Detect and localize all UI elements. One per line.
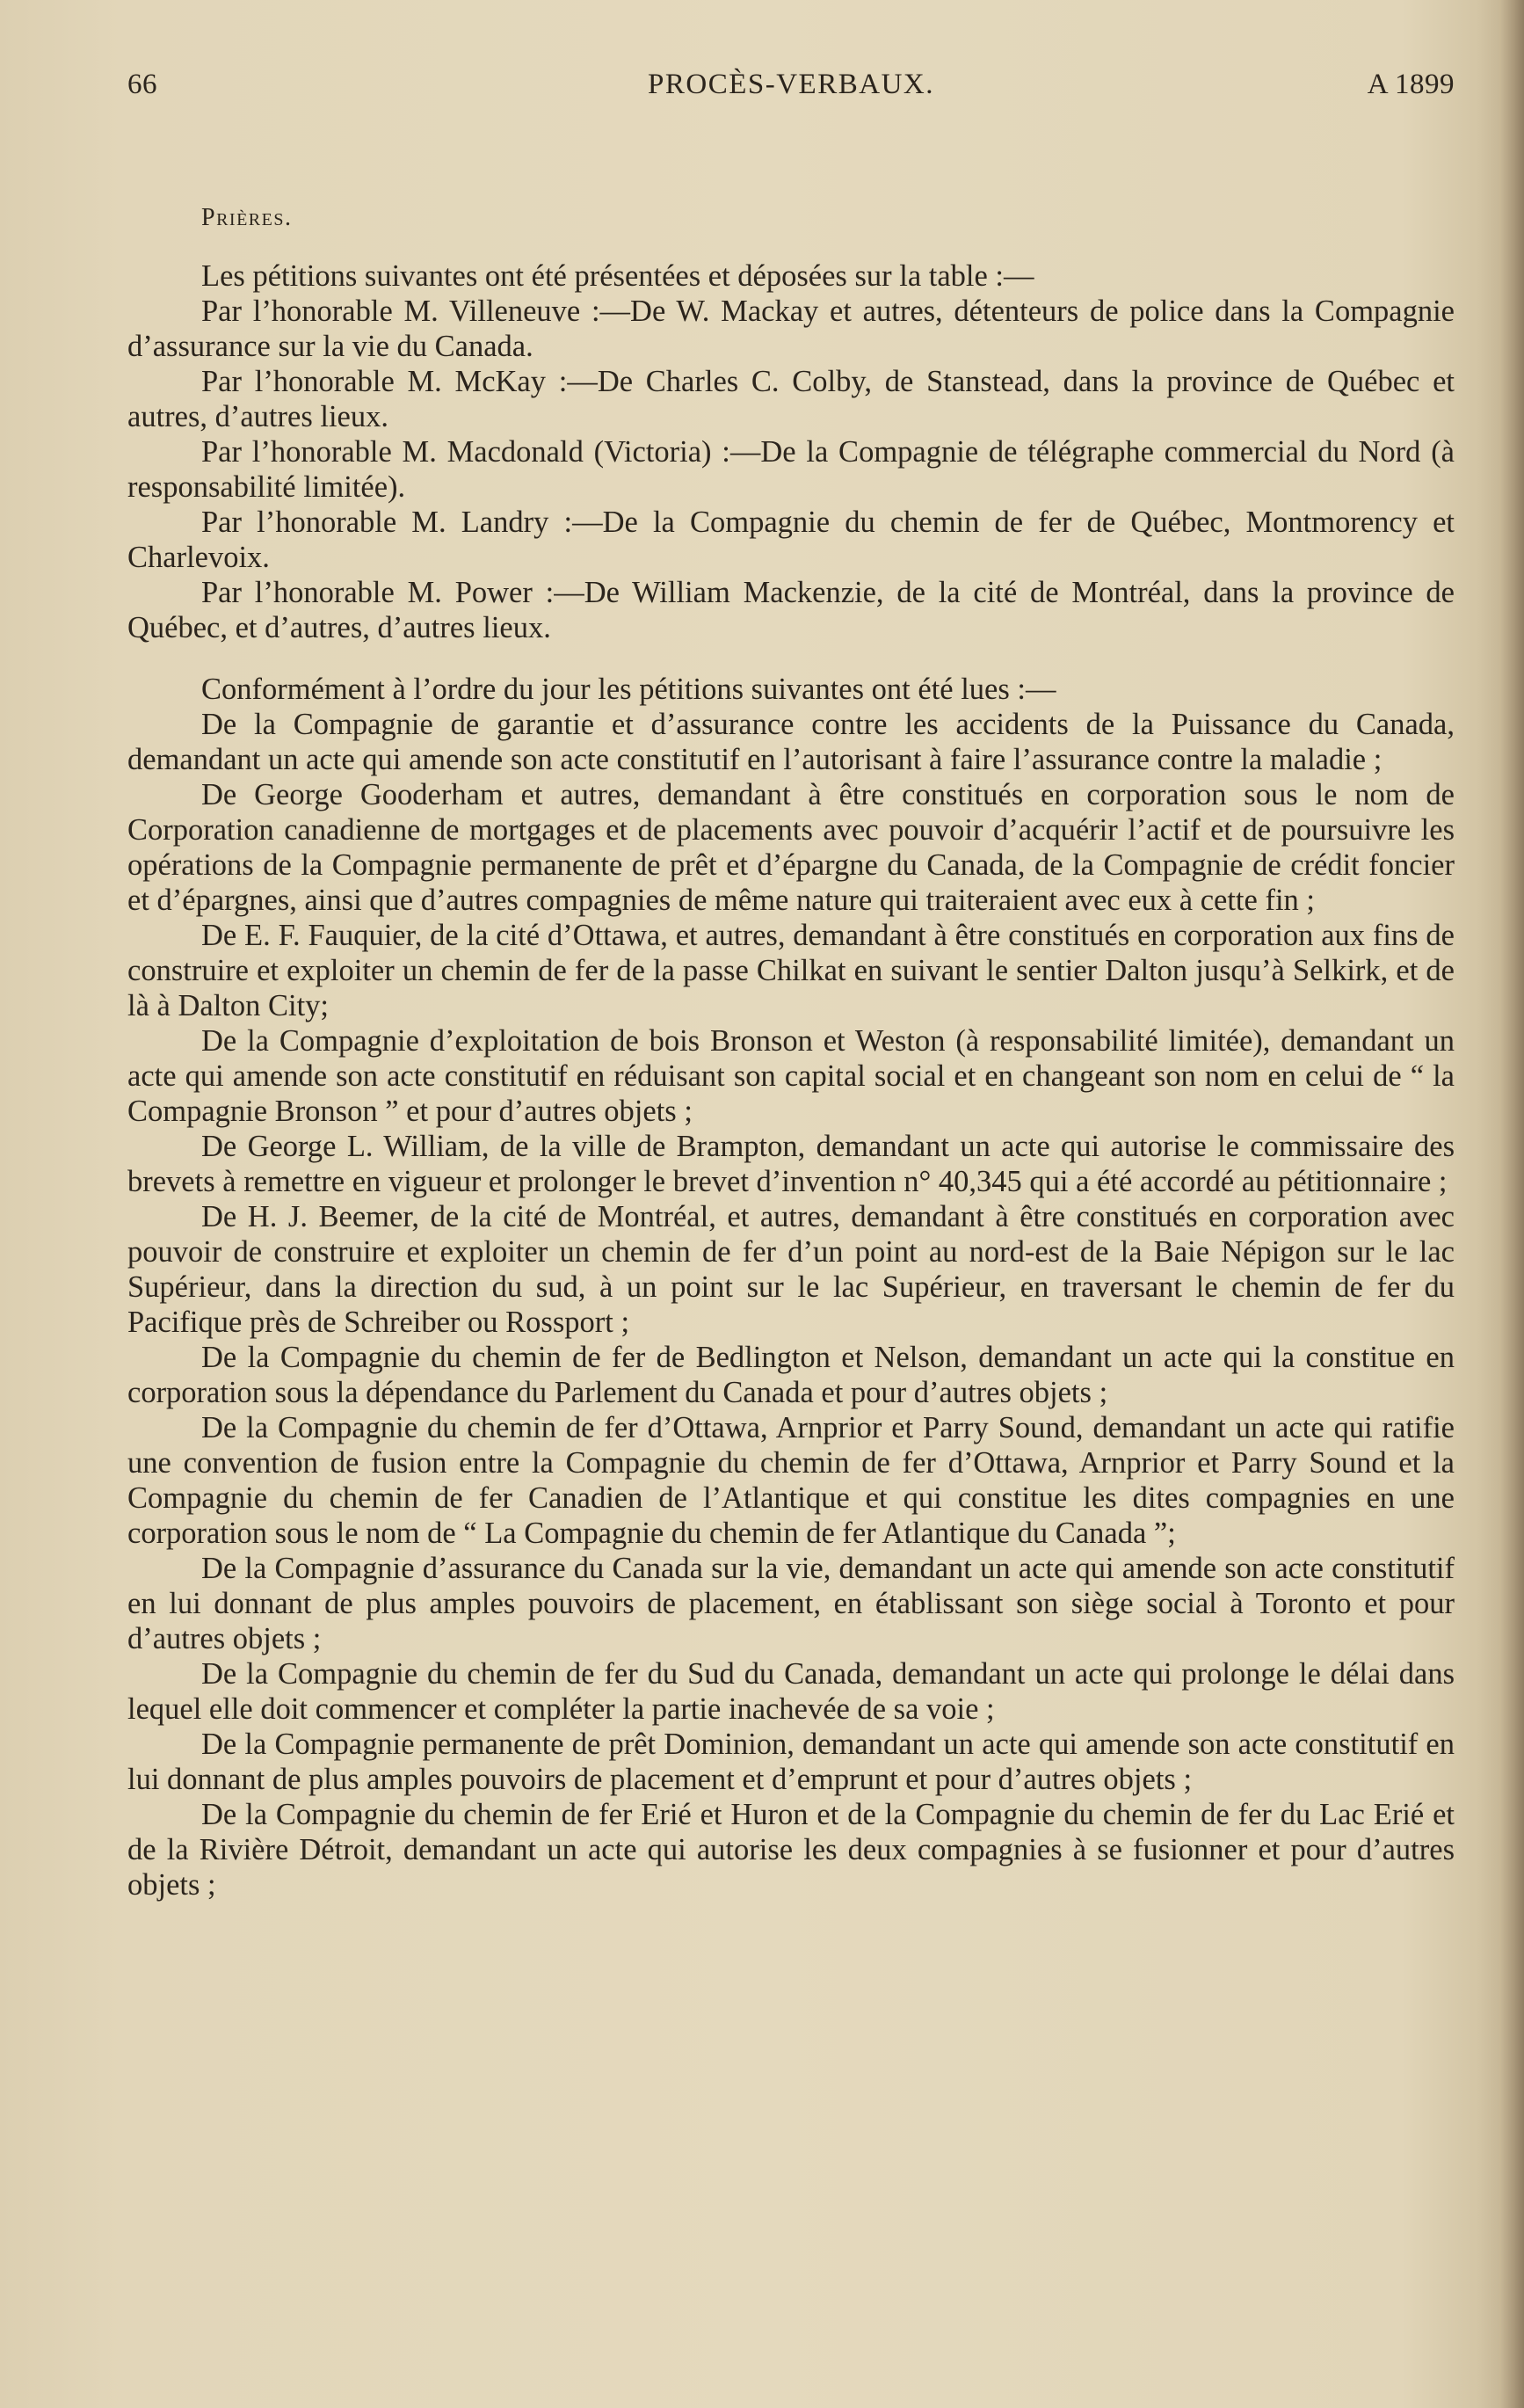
petition-read-entry: De la Compagnie d’exploitation de bois Bronson et Weston (à responsabilité limitée), demandant un acte qui amende son acte constitutif en réduisant son capital social et en changeant son nom en celui de “ la Compagnie Bronson ” et pour d’autres objets ; [127, 1024, 1455, 1128]
page-edge-shadow [1499, 0, 1524, 2408]
session-year: A 1899 [1367, 69, 1455, 100]
petition-read-entry: De la Compagnie de garantie et d’assurance contre les accidents de la Puissance du Canada, demandant un acte qui amende son acte constitutif en l’autorisant à faire l’assurance contre la maladie ; [127, 708, 1455, 776]
page-text-column [127, 58, 1455, 1902]
running-header [127, 58, 1455, 116]
petition-read-entry: De H. J. Beemer, de la cité de Montréal, et autres, demandant à être constitués en corporation avec pouvoir de construire et exploiter un chemin de fer d’un point au nord-est de la Baie Népigon sur le lac Supérieur, dans la direction du sud, à un point sur le lac Supérieur, en traversant le chemin de fer du Pacifique près de Schreiber ou Rossport ; [127, 1200, 1455, 1339]
petition-read-entry: De E. F. Fauquier, de la cité d’Ottawa, et autres, demandant à être constitués en corporation aux fins de construire et exploiter un chemin de fer de la passe Chilkat en suivant le sentier Dalton jusqu’à Selkirk, et de là à Dalton City; [127, 919, 1455, 1022]
petition-read-entry: De la Compagnie du chemin de fer de Bedlington et Nelson, demandant un acte qui la constitue en corporation sous la dépendance du Parlement du Canada et pour d’autres objets ; [127, 1341, 1455, 1409]
petitions-read-section [127, 672, 1455, 1902]
petition-read-entry: De la Compagnie du chemin de fer Erié et Huron et de la Compagnie du chemin de fer du Lac Erié et de la Rivière Détroit, demandant un acte qui autorise les deux compagnies à se fusionner et pour d’autres objets ; [127, 1798, 1455, 1902]
petition-entry: Par l’honorable M. Power :—De William Mackenzie, de la cité de Montréal, dans la province de Québec, et d’autres, d’autres lieux. [127, 576, 1455, 644]
petition-read-entry: De la Compagnie permanente de prêt Dominion, demandant un acte qui amende son acte constitutif en lui donnant de plus amples pouvoirs de placement et d’emprunt et pour d’autres objets ; [127, 1728, 1455, 1796]
petitions-presented-intro: Les pétitions suivantes ont été présentées et déposées sur la table :— [201, 259, 1034, 293]
petition-entry: Par l’honorable M. Landry :—De la Compagnie du chemin de fer de Québec, Montmorency et Charlevoix. [127, 506, 1455, 574]
running-title: PROCÈS-VERBAUX. [648, 69, 934, 100]
petition-entry: Par l’honorable M. Villeneuve :—De W. Mackay et autres, détenteurs de police dans la Compagnie d’assurance sur la vie du Canada. [127, 295, 1455, 363]
petition-read-entry: De la Compagnie d’assurance du Canada sur la vie, demandant un acte qui amende son acte constitutif en lui donnant de plus amples pouvoirs de placement, en établissant son siège social à Toronto et pour d’autres objets ; [127, 1552, 1455, 1655]
petition-read-entry: De la Compagnie du chemin de fer du Sud du Canada, demandant un acte qui prolonge le délai dans lequel elle doit commencer et compléter la partie inachevée de sa voie ; [127, 1657, 1455, 1726]
petition-entry: Par l’honorable M. McKay :—De Charles C. Colby, de Stanstead, dans la province de Québec et autres, d’autres lieux. [127, 365, 1455, 433]
petition-read-entry: De George L. William, de la ville de Brampton, demandant un acte qui autorise le commissaire des brevets à remettre en vigueur et prolonger le brevet d’invention n° 40,345 qui a été accordé au pétitionnaire ; [127, 1130, 1455, 1198]
petitions-read-intro: Conformément à l’ordre du jour les pétitions suivantes ont été lues :— [201, 673, 1056, 706]
petition-read-entry: De George Gooderham et autres, demandant à être constitués en corporation sous le nom de Corporation canadienne de mortgages et de placements avec pouvoir d’acquérir l’actif et de poursuivre les opérations de la Compagnie permanente de prêt et d’épargne du Canada, de la Compagnie de crédit foncier et d’épargnes, ainsi que d’autres compagnies de même nature qui traiteraient avec eux à cette fin ; [127, 778, 1455, 917]
petition-read-entry: De la Compagnie du chemin de fer d’Ottawa, Arnprior et Parry Sound, demandant un acte qui ratifie une convention de fusion entre la Compagnie du chemin de fer d’Ottawa, Arnprior et Parry Sound et la Compagnie du chemin de fer Canadien de l’Atlantique et qui constitue les dites compagnies en une corporation sous le nom de “ La Compagnie du chemin de fer Atlantique du Canada ”; [127, 1411, 1455, 1550]
petitions-presented-section [127, 258, 1455, 645]
section-heading: Prières. [201, 204, 293, 231]
petition-entry: Par l’honorable M. Macdonald (Victoria) :—De la Compagnie de télégraphe commercial du Nord (à responsabilité limitée). [127, 435, 1455, 504]
page-number: 66 [127, 69, 157, 100]
